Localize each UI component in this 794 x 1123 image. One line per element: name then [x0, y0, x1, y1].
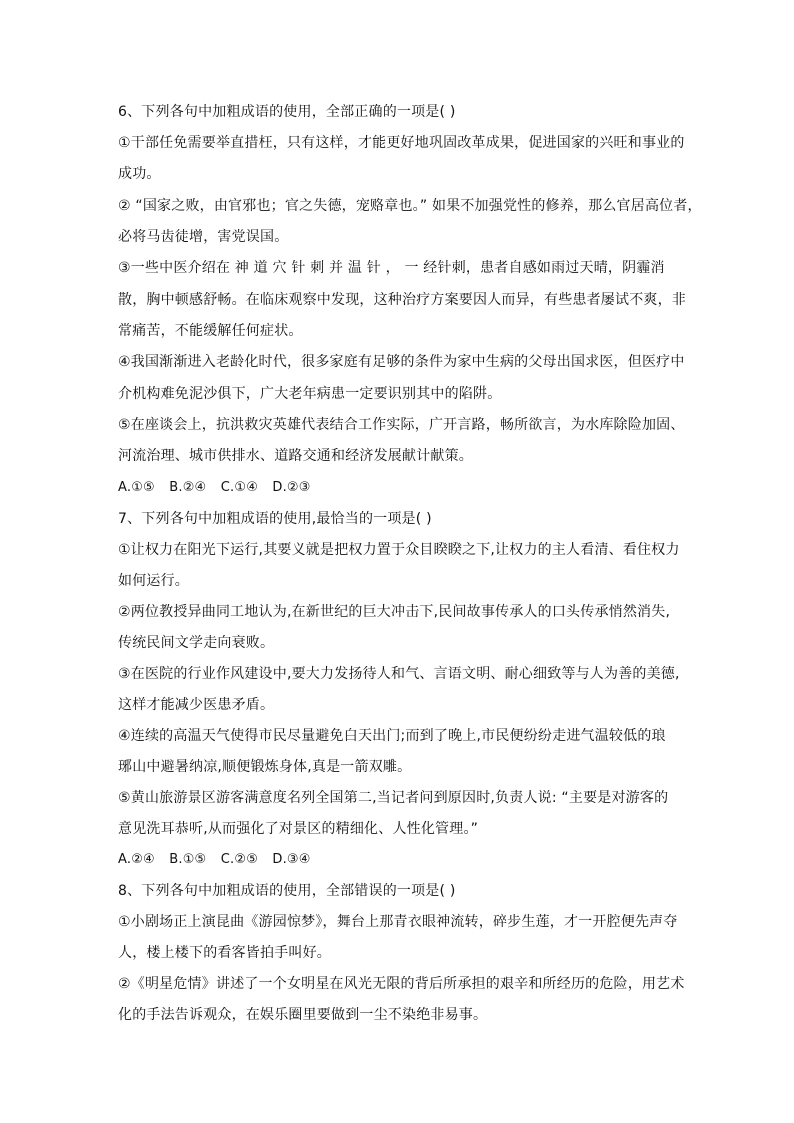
- q8-item-1-line-1: ①小剧场正上演昆曲《游园惊梦》，舞台上那青衣眼神流转，碎步生莲，才一开腔便先声夺: [118, 914, 678, 930]
- q6-options: A.①⑤ B.②④ C.①④ D.②③: [118, 480, 311, 495]
- question-8-stem: 8、下列各句中加粗成语的使用，全部错误的一项是( ): [118, 883, 456, 899]
- q6-item-2-line-2: 必将马齿徒增，害党误国。: [118, 229, 289, 245]
- q7-item-5-line-2: 意见洗耳恭听,从而强化了对景区的精细化、人性化管理。”: [118, 821, 479, 837]
- q7-item-2-line-2: 传统民间文学走向衰败。: [118, 635, 275, 651]
- q8-item-2-line-2: 化的手法告诉观众，在娱乐圈里要做到一尘不染绝非易事。: [118, 1007, 488, 1023]
- q7-item-5-line-1: ⑤黄山旅游景区游客满意度名列全国第二,当记者问到原因时,负责人说: “主要是对游客的: [118, 790, 669, 806]
- q6-item-4-line-1: ④我国渐渐进入老龄化时代，很多家庭有足够的条件为家中生病的父母出国求医，但医疗中: [118, 354, 685, 370]
- q7-item-1-line-1: ①让权力在阳光下运行,其要义就是把权力置于众目睽睽之下,让权力的主人看清、看住权力: [118, 542, 680, 558]
- q6-item-1-line-2: 成功。: [118, 166, 161, 182]
- q7-item-3-line-2: 这样才能减少医患矛盾。: [118, 697, 275, 713]
- q7-item-1-line-2: 如何运行。: [118, 573, 189, 589]
- q6-item-5-line-2: 河流治理、城市供排水、道路交通和经济发展献计献策。: [118, 448, 473, 464]
- q7-item-4-line-2: 琊山中避暑纳凉,顺便锻炼身体,真是一箭双雕。: [118, 759, 412, 775]
- q7-options: A.②④ B.①⑤ C.②⑤ D.③④: [118, 852, 311, 867]
- q7-item-3-line-1: ③在医院的行业作风建设中,要大力发扬待人和气、言语文明、耐心细致等与人为善的美德,: [118, 666, 680, 682]
- q7-item-4-line-1: ④连续的高温天气使得市民尽量避免白天出门;而到了晚上,市民便纷纷走进气温较低的琅: [118, 728, 666, 744]
- q6-item-4-line-2: 介机构难免泥沙俱下，广大老年病患一定要识别其中的陷阱。: [118, 386, 502, 402]
- q6-item-3-line-3: 常痛苦，不能缓解任何症状。: [118, 323, 303, 339]
- q6-item-3-line-2: 散，胸中顿感舒畅。在临床观察中发现，这种治疗方案要因人而异，有些患者屡试不爽，非: [118, 292, 686, 308]
- q6-item-5-line-1: ⑤在座谈会上，抗洪救灾英雄代表结合工作实际，广开言路，畅所欲言，为水库除险加固、: [118, 417, 685, 433]
- q8-item-1-line-2: 人，楼上楼下的看客皆拍手叫好。: [118, 945, 331, 961]
- q6-item-3-line-1: ③一些中医介绍在 神 道 穴 针 刺 并 温 针 ， 一 经针刺，患者自感如雨过天晴，阴霾消: [118, 260, 665, 276]
- q7-item-2-line-1: ②两位教授异曲同工地认为,在新世纪的巨大冲击下,民间故事传承人的口头传承悄然消失,: [118, 604, 671, 620]
- q6-item-2-line-1: ② “国家之败，由官邪也；官之失德，宠赂章也。” 如果不加强党性的修养，那么官居高位者，: [118, 198, 702, 214]
- q6-item-1-line-1: ①干部任免需要举直措枉，只有这样，才能更好地巩固改革成果，促进国家的兴旺和事业的: [118, 135, 685, 151]
- q8-item-2-line-1: ②《明星危情》讲述了一个女明星在风光无限的背后所承担的艰辛和所经历的危险，用艺术: [118, 976, 685, 992]
- question-7-stem: 7、下列各句中加粗成语的使用,最恰当的一项是( ): [118, 511, 432, 527]
- question-6-stem: 6、下列各句中加粗成语的使用，全部正确的一项是( ): [118, 104, 456, 120]
